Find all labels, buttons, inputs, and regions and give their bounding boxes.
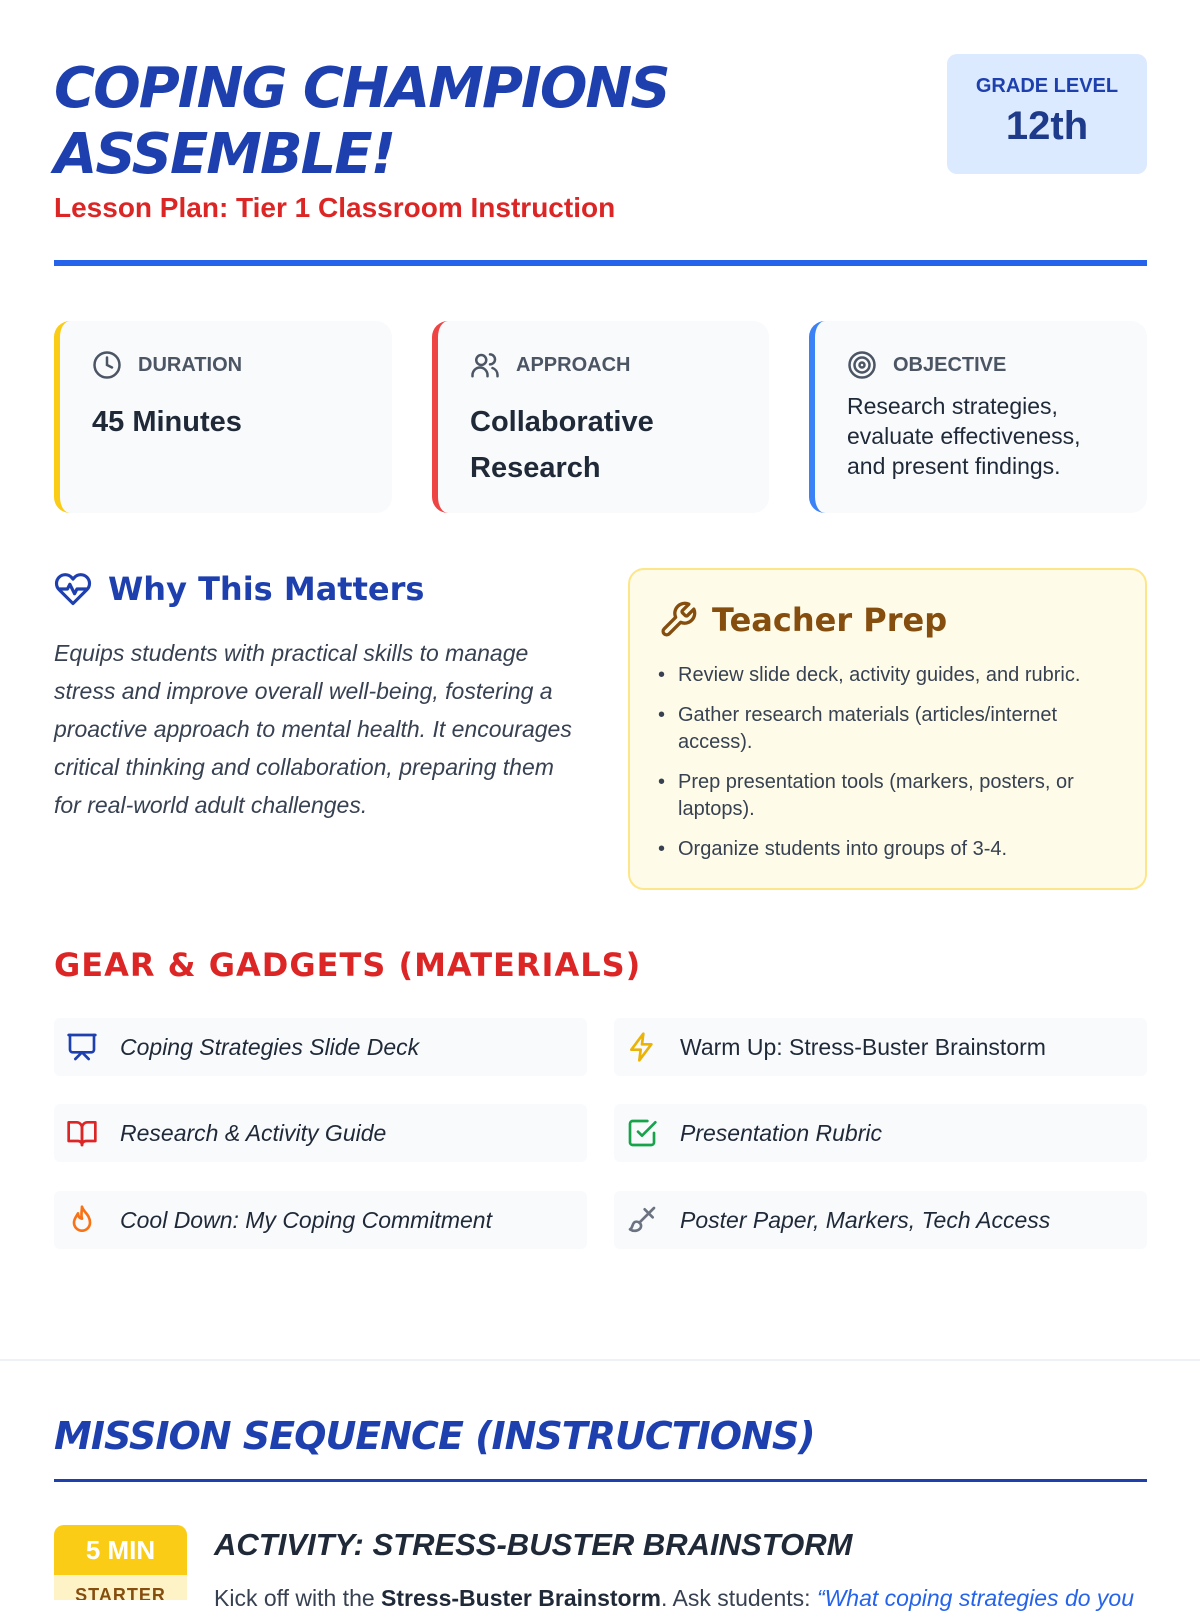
- clock-icon: [92, 350, 122, 380]
- list-item: • Organize students into groups of 3-4.: [658, 836, 1118, 863]
- checkbox-icon: [626, 1117, 658, 1149]
- why-this-matters-heading: [54, 570, 424, 608]
- target-icon: [847, 350, 877, 380]
- objective-value: Research strategies, evaluate effectiveness, and present findings.: [847, 393, 1081, 479]
- step-phase: STARTER: [75, 1585, 166, 1600]
- material-item-warm-up: [614, 1018, 1147, 1076]
- why-this-matters-title: Why This Matters: [108, 570, 425, 608]
- material-label: Warm Up: Stress-Buster Brainstorm: [680, 1033, 1046, 1060]
- materials-title: GEAR & GADGETS (MATERIALS): [54, 946, 642, 984]
- why-this-matters-text: Equips students with practical skills to manage stress and improve overall well-being, fostering a proactive approach to mental health. It encourages critical thinking and collaboration, preparing them for real-world adult challenges.: [54, 640, 572, 818]
- heart-pulse-icon: [54, 570, 92, 608]
- book-icon: [66, 1117, 98, 1149]
- material-label: Coping Strategies Slide Deck: [120, 1033, 420, 1060]
- material-label: Cool Down: My Coping Commitment: [120, 1206, 492, 1233]
- list-item: • Gather research materials (articles/internet access).: [658, 702, 1118, 756]
- page-title: COPING CHAMPIONS ASSEMBLE!: [54, 56, 669, 187]
- activity-text-bold: Stress-Buster Brainstorm: [381, 1585, 661, 1611]
- list-item: • Review slide deck, activity guides, and rubric.: [658, 662, 1118, 689]
- material-label: Research & Activity Guide: [120, 1119, 387, 1146]
- list-item: • Prep presentation tools (markers, posters, or laptops).: [658, 769, 1118, 823]
- mission-divider: [54, 1479, 1147, 1482]
- material-label: Presentation Rubric: [680, 1119, 882, 1146]
- objective-card: [809, 321, 1147, 513]
- teacher-prep-box: [628, 568, 1147, 890]
- teacher-prep-list: [658, 662, 1118, 876]
- material-item-rubric: [614, 1104, 1147, 1162]
- material-label: Poster Paper, Markers, Tech Access: [680, 1206, 1051, 1233]
- material-item-cool-down: [54, 1191, 587, 1249]
- activity-title: ACTIVITY: STRESS-BUSTER BRAINSTORM: [214, 1527, 853, 1562]
- flame-icon: [66, 1204, 98, 1236]
- step-time: 5 MIN: [54, 1525, 187, 1575]
- duration-label: DURATION: [138, 353, 243, 376]
- teacher-prep-title: Teacher Prep: [712, 601, 948, 639]
- activity-description: [214, 1585, 1134, 1612]
- material-item-activity-guide: [54, 1104, 587, 1162]
- activity-text-quote: “What coping strategies do you: [816, 1585, 1134, 1611]
- section-divider: [0, 1359, 1200, 1361]
- activity-text-mid: . Ask students:: [660, 1585, 817, 1611]
- lightning-icon: [626, 1031, 658, 1063]
- approach-value: Collaborative Research: [470, 406, 654, 484]
- presentation-icon: [66, 1031, 98, 1063]
- brush-icon: [626, 1204, 658, 1236]
- approach-label: APPROACH: [516, 353, 631, 376]
- duration-value: 45 Minutes: [92, 406, 242, 438]
- duration-card: [54, 321, 392, 513]
- page-subtitle: Lesson Plan: Tier 1 Classroom Instruction: [54, 192, 616, 223]
- mission-sequence-title: MISSION SEQUENCE (INSTRUCTIONS): [54, 1414, 815, 1458]
- approach-card: [432, 321, 769, 513]
- header-divider: [54, 260, 1147, 266]
- activity-text-prefix: Kick off with the: [214, 1585, 382, 1611]
- step-time-badge: [54, 1525, 187, 1600]
- material-item-supplies: [614, 1191, 1147, 1249]
- grade-level-label: GRADE LEVEL: [975, 75, 1119, 97]
- material-item-slide-deck: [54, 1018, 587, 1076]
- grade-level-badge: [947, 54, 1147, 174]
- users-icon: [470, 350, 500, 380]
- wrench-icon: [658, 600, 698, 640]
- objective-label: OBJECTIVE: [893, 353, 1007, 376]
- grade-level-value: 12th: [1005, 104, 1089, 148]
